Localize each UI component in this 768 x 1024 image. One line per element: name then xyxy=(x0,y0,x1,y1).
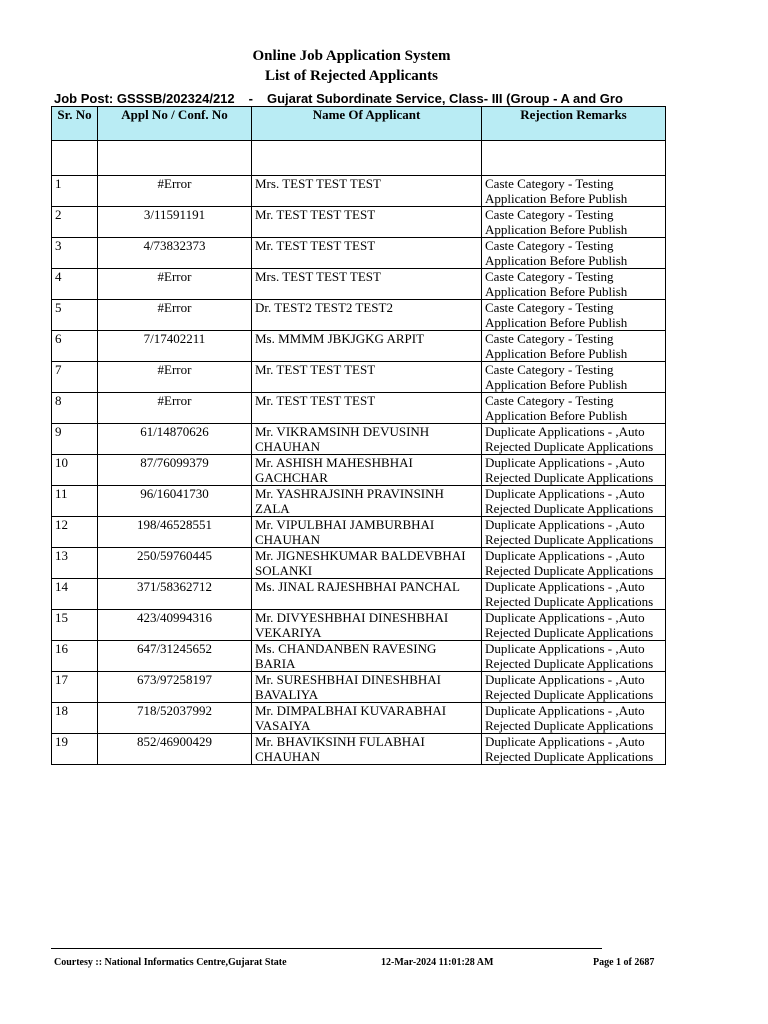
cell-appl-no: 647/31245652 xyxy=(98,641,252,672)
cell-rejection-remark: Caste Category - Testing Application Before Publish xyxy=(482,300,666,331)
cell-applicant-name: Mr. ASHISH MAHESHBHAI GACHCHAR xyxy=(252,455,482,486)
cell-rejection-remark: Caste Category - Testing Application Before Publish xyxy=(482,393,666,424)
table-row xyxy=(52,455,666,486)
cell-appl-no: 423/40994316 xyxy=(98,610,252,641)
cell-sr-no: 9 xyxy=(52,424,98,455)
cell-applicant-name: Ms. MMMM JBKJGKG ARPIT xyxy=(252,331,482,362)
cell-sr-no: 1 xyxy=(52,176,98,207)
cell-applicant-name: Mr. TEST TEST TEST xyxy=(252,362,482,393)
cell-appl-no: #Error xyxy=(98,393,252,424)
cell-applicant-name: Mr. BHAVIKSINH FULABHAI CHAUHAN xyxy=(252,734,482,765)
table-row xyxy=(52,300,666,331)
rejected-applicants-table xyxy=(51,106,666,765)
footer-timestamp: 12-Mar-2024 11:01:28 AM xyxy=(381,957,494,968)
cell-sr-no: 14 xyxy=(52,579,98,610)
cell-appl-no: 250/59760445 xyxy=(98,548,252,579)
cell-appl-no: 3/11591191 xyxy=(98,207,252,238)
cell-rejection-remark: Duplicate Applications - ,Auto Rejected Duplicate Applications xyxy=(482,672,666,703)
cell-rejection-remark: Caste Category - Testing Application Before Publish xyxy=(482,331,666,362)
table-row xyxy=(52,269,666,300)
cell-appl-no: #Error xyxy=(98,300,252,331)
cell-appl-no: 371/58362712 xyxy=(98,579,252,610)
cell-applicant-name: Mr. VIPULBHAI JAMBURBHAI CHAUHAN xyxy=(252,517,482,548)
footer-courtesy: Courtesy :: National Informatics Centre,Gujarat State xyxy=(54,957,287,968)
cell-applicant-name: Ms. CHANDANBEN RAVESING BARIA xyxy=(252,641,482,672)
cell-appl-no: 852/46900429 xyxy=(98,734,252,765)
cell-rejection-remark: Duplicate Applications - ,Auto Rejected Duplicate Applications xyxy=(482,641,666,672)
cell-rejection-remark: Duplicate Applications - ,Auto Rejected Duplicate Applications xyxy=(482,517,666,548)
table-row xyxy=(52,517,666,548)
cell-applicant-name: Mr. TEST TEST TEST xyxy=(252,393,482,424)
cell-sr-no: 6 xyxy=(52,331,98,362)
rejected-applicants-table-wrapper xyxy=(51,106,666,765)
table-row xyxy=(52,362,666,393)
cell-rejection-remark: Duplicate Applications - ,Auto Rejected Duplicate Applications xyxy=(482,455,666,486)
cell-appl-no: 4/73832373 xyxy=(98,238,252,269)
cell-appl-no: 718/52037992 xyxy=(98,703,252,734)
table-row xyxy=(52,610,666,641)
job-post-description: Gujarat Subordinate Service, Class- III (Group - A and Gro xyxy=(267,92,623,106)
cell-rejection-remark: Caste Category - Testing Application Before Publish xyxy=(482,176,666,207)
footer-page-number: Page 1 of 2687 xyxy=(593,957,655,968)
cell-rejection-remark: Duplicate Applications - ,Auto Rejected Duplicate Applications xyxy=(482,610,666,641)
table-row xyxy=(52,703,666,734)
table-row xyxy=(52,393,666,424)
cell-sr-no: 16 xyxy=(52,641,98,672)
cell-applicant-name: Mr. TEST TEST TEST xyxy=(252,238,482,269)
column-header-sr-no: Sr. No xyxy=(52,107,98,141)
cell-rejection-remark: Duplicate Applications - ,Auto Rejected Duplicate Applications xyxy=(482,424,666,455)
cell-sr-no: 11 xyxy=(52,486,98,517)
cell-sr-no: 15 xyxy=(52,610,98,641)
cell-rejection-remark: Duplicate Applications - ,Auto Rejected Duplicate Applications xyxy=(482,579,666,610)
cell-sr-no: 5 xyxy=(52,300,98,331)
cell-applicant-name: Mrs. TEST TEST TEST xyxy=(252,176,482,207)
job-post-label: Job Post: GSSSB/202324/212 xyxy=(54,92,235,106)
cell-rejection-remark: Caste Category - Testing Application Before Publish xyxy=(482,269,666,300)
cell-applicant-name: Dr. TEST2 TEST2 TEST2 xyxy=(252,300,482,331)
column-header-remarks: Rejection Remarks xyxy=(482,107,666,141)
table-row xyxy=(52,734,666,765)
cell-appl-no: #Error xyxy=(98,176,252,207)
table-body xyxy=(52,141,666,765)
table-bottom-line xyxy=(51,948,602,949)
cell-appl-no: 7/17402211 xyxy=(98,331,252,362)
cell-applicant-name: Mr. DIVYESHBHAI DINESHBHAI VEKARIYA xyxy=(252,610,482,641)
table-spacer-row xyxy=(52,141,666,176)
cell-sr-no: 13 xyxy=(52,548,98,579)
cell-appl-no: 198/46528551 xyxy=(98,517,252,548)
table-row xyxy=(52,486,666,517)
job-post-separator: - xyxy=(248,92,253,106)
page-subtitle: List of Rejected Applicants xyxy=(265,68,438,84)
table-header-row xyxy=(52,107,666,141)
cell-appl-no: #Error xyxy=(98,269,252,300)
cell-applicant-name: Mr. VIKRAMSINH DEVUSINH CHAUHAN xyxy=(252,424,482,455)
table-row xyxy=(52,238,666,269)
cell-appl-no: 87/76099379 xyxy=(98,455,252,486)
cell-sr-no: 19 xyxy=(52,734,98,765)
column-header-name: Name Of Applicant xyxy=(252,107,482,141)
cell-rejection-remark: Duplicate Applications - ,Auto Rejected Duplicate Applications xyxy=(482,486,666,517)
cell-applicant-name: Mr. YASHRAJSINH PRAVINSINH ZALA xyxy=(252,486,482,517)
job-post-line xyxy=(54,92,666,106)
cell-applicant-name: Mrs. TEST TEST TEST xyxy=(252,269,482,300)
cell-appl-no: 61/14870626 xyxy=(98,424,252,455)
table-row xyxy=(52,331,666,362)
cell-sr-no: 8 xyxy=(52,393,98,424)
cell-sr-no: 12 xyxy=(52,517,98,548)
cell-sr-no: 7 xyxy=(52,362,98,393)
cell-appl-no: 673/97258197 xyxy=(98,672,252,703)
cell-sr-no: 10 xyxy=(52,455,98,486)
table-row xyxy=(52,672,666,703)
cell-applicant-name: Ms. JINAL RAJESHBHAI PANCHAL xyxy=(252,579,482,610)
table-row xyxy=(52,548,666,579)
cell-rejection-remark: Caste Category - Testing Application Before Publish xyxy=(482,207,666,238)
table-row xyxy=(52,641,666,672)
cell-sr-no: 4 xyxy=(52,269,98,300)
table-row xyxy=(52,207,666,238)
cell-applicant-name: Mr. SURESHBHAI DINESHBHAI BAVALIYA xyxy=(252,672,482,703)
cell-applicant-name: Mr. JIGNESHKUMAR BALDEVBHAI SOLANKI xyxy=(252,548,482,579)
cell-sr-no: 17 xyxy=(52,672,98,703)
cell-sr-no: 3 xyxy=(52,238,98,269)
cell-appl-no: #Error xyxy=(98,362,252,393)
cell-rejection-remark: Caste Category - Testing Application Before Publish xyxy=(482,238,666,269)
cell-applicant-name: Mr. TEST TEST TEST xyxy=(252,207,482,238)
cell-applicant-name: Mr. DIMPALBHAI KUVARABHAI VASAIYA xyxy=(252,703,482,734)
cell-sr-no: 18 xyxy=(52,703,98,734)
cell-rejection-remark: Caste Category - Testing Application Before Publish xyxy=(482,362,666,393)
cell-sr-no: 2 xyxy=(52,207,98,238)
cell-appl-no: 96/16041730 xyxy=(98,486,252,517)
table-row xyxy=(52,579,666,610)
cell-rejection-remark: Duplicate Applications - ,Auto Rejected Duplicate Applications xyxy=(482,703,666,734)
page-title: Online Job Application System xyxy=(252,48,451,64)
table-row xyxy=(52,176,666,207)
table-row xyxy=(52,424,666,455)
column-header-appl-no: Appl No / Conf. No xyxy=(98,107,252,141)
cell-rejection-remark: Duplicate Applications - ,Auto Rejected Duplicate Applications xyxy=(482,548,666,579)
cell-rejection-remark: Duplicate Applications - ,Auto Rejected Duplicate Applications xyxy=(482,734,666,765)
